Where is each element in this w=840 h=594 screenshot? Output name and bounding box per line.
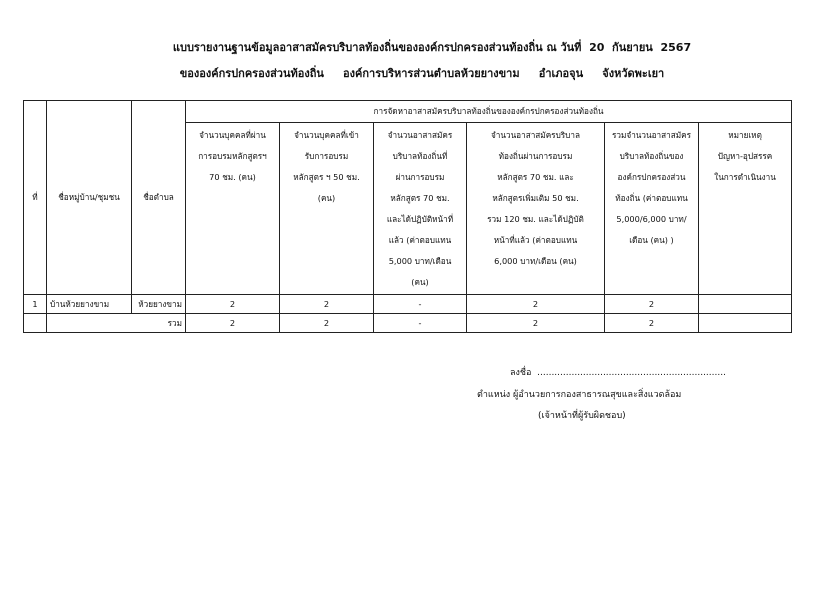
total-remarks bbox=[699, 314, 792, 333]
cell-remarks bbox=[699, 295, 792, 314]
cell-volunteer-120: 2 bbox=[467, 295, 605, 314]
total-total: 2 bbox=[605, 314, 699, 333]
signature-line: ลงชื่อ .................................................................. bbox=[510, 368, 726, 378]
cell-volunteer-70: - bbox=[374, 295, 467, 314]
header-trained-70: จำนวนบุคคลที่ผ่าน การอบรมหลักสูตรฯ 70 ชม. (คน) bbox=[186, 123, 280, 295]
header-total: รวมจำนวนอาสาสมัคร บริบาลท้องถิ่นของ องค์กรปกครองส่วน ท้องถิ่น (ค่าตอบแทน 5,000/6,000 บาท/ เดือน (คน) ) bbox=[605, 123, 699, 295]
cell-subdistrict: ห้วยยางขาม bbox=[132, 295, 186, 314]
cell-no: 1 bbox=[24, 295, 47, 314]
cell-total: 2 bbox=[605, 295, 699, 314]
cell-trained-50: 2 bbox=[280, 295, 374, 314]
cell-trained-70: 2 bbox=[186, 295, 280, 314]
report-title: แบบรายงานฐานข้อมูลอาสาสมัครบริบาลท้องถิ่นขององค์กรปกครองส่วนท้องถิ่น ณ วันที่ 20 กันยายน 2567 bbox=[172, 41, 692, 54]
report-subtitle: ขององค์กรปกครองส่วนท้องถิ่น องค์การบริหารส่วนตำบลห้วยยางขาม อำเภอจุน จังหวัดพะเยา bbox=[179, 67, 665, 80]
table-row bbox=[24, 295, 792, 314]
header-volunteer-70: จำนวนอาสาสมัคร บริบาลท้องถิ่นที่ ผ่านการอบรม หลักสูตร 70 ชม. และได้ปฏิบัติหน้าที่ แล้ว (ค่าตอบแทน 5,000 บาท/เดือน (คน) bbox=[374, 123, 467, 295]
header-group: การจัดหาอาสาสมัครบริบาลท้องถิ่นขององค์กรปกครองส่วนท้องถิ่น bbox=[186, 101, 792, 123]
total-trained-50: 2 bbox=[280, 314, 374, 333]
header-volunteer-120: จำนวนอาสาสมัครบริบาล ท้องถิ่นผ่านการอบรม หลักสูตร 70 ชม. และ หลักสูตรเพิ่มเติม 50 ชม. รวม 120 ชม. และได้ปฏิบัติ หน้าที่แล้ว (ค่าตอบแทน 6,000 บาท/เดือน (คน) bbox=[467, 123, 605, 295]
header-village: ชื่อหมู่บ้าน/ชุมชน bbox=[47, 101, 132, 295]
signature-position: ตำแหน่ง ผู้อำนวยการกองสาธารณสุขและสิ่งแวดล้อม bbox=[477, 390, 682, 400]
total-label: รวม bbox=[47, 314, 186, 333]
total-blank-cell bbox=[24, 314, 47, 333]
report-table bbox=[23, 100, 792, 333]
header-no: ที่ bbox=[24, 101, 47, 295]
header-subdistrict: ชื่อตำบล bbox=[132, 101, 186, 295]
header-trained-50: จำนวนบุคคลที่เข้า รับการอบรม หลักสูตร ฯ 50 ชม. (คน) bbox=[280, 123, 374, 295]
header-remarks: หมายเหตุ ปัญหา-อุปสรรค ในการดำเนินงาน bbox=[699, 123, 792, 295]
total-volunteer-70: - bbox=[374, 314, 467, 333]
cell-village: บ้านห้วยยางขาม bbox=[47, 295, 132, 314]
total-trained-70: 2 bbox=[186, 314, 280, 333]
total-volunteer-120: 2 bbox=[467, 314, 605, 333]
signature-role: (เจ้าหน้าที่ผู้รับผิดชอบ) bbox=[538, 411, 626, 421]
total-row bbox=[24, 314, 792, 333]
